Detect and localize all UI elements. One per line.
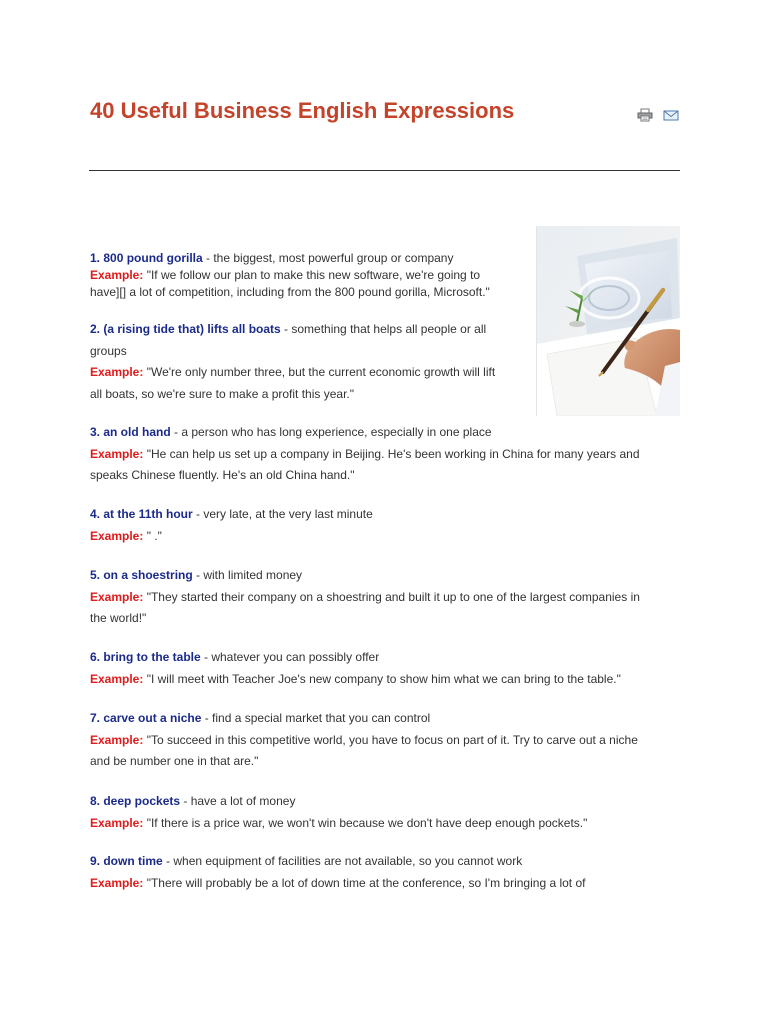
document-toolbar — [637, 108, 679, 122]
example-line — [90, 669, 621, 691]
expression-definition-continued: groups — [90, 343, 127, 358]
expression-term: 5. on a shoestring — [90, 568, 193, 582]
example-text: the world!" — [90, 611, 147, 625]
example-label: Example: — [90, 875, 144, 890]
example-text: "We're only number three, but the current economic growth will lift — [143, 365, 496, 379]
expression-term: 1. 800 pound gorilla — [90, 251, 203, 265]
expression-definition: - with limited money — [192, 568, 303, 582]
entry-heading — [90, 791, 587, 813]
expression-entry — [90, 504, 373, 547]
example-line — [90, 526, 373, 548]
expression-term: 9. down time — [90, 854, 163, 868]
expression-entry — [90, 422, 640, 487]
email-icon[interactable] — [663, 108, 679, 122]
expression-definition: - very late, at the very last minute — [192, 507, 373, 521]
expression-definition: - something that helps all people or all — [280, 322, 487, 336]
example-label: Example: — [90, 589, 144, 604]
entry-heading — [90, 647, 621, 669]
entry-heading — [90, 319, 495, 341]
entry-heading — [90, 708, 638, 730]
expression-definition: - a person who has long experience, especially in one place — [170, 425, 492, 439]
expression-entry — [90, 647, 621, 690]
expression-term: 3. an old hand — [90, 425, 171, 439]
expression-definition: - whatever you can possibly offer — [200, 650, 380, 664]
entry-heading — [90, 565, 640, 587]
title-divider — [89, 170, 680, 171]
expression-definition: - the biggest, most powerful group or company — [202, 251, 454, 265]
entry-heading — [90, 422, 640, 444]
expression-definition: - when equipment of facilities are not available, so you cannot work — [162, 854, 523, 868]
page-title: 40 Useful Business English Expressions — [90, 98, 515, 123]
entry-heading — [90, 851, 585, 873]
example-line — [90, 730, 638, 752]
entry-heading — [90, 504, 373, 526]
example-label: Example: — [90, 268, 144, 282]
example-text: speaks Chinese fluently. He's an old China hand." — [90, 468, 355, 482]
example-text: and be number one in that are." — [90, 754, 259, 768]
example-line — [90, 444, 640, 466]
business-writing-photo — [536, 226, 680, 416]
example-line — [90, 813, 587, 835]
expression-entry — [90, 565, 640, 630]
printer-icon[interactable] — [637, 108, 653, 122]
example-label: Example: — [90, 365, 144, 379]
example-text: "To succeed in this competitive world, you have to focus on part of it. Try to carve out a niche — [143, 732, 638, 747]
expression-term: 7. carve out a niche — [90, 711, 202, 725]
expression-entry — [90, 851, 585, 894]
example-line — [90, 873, 585, 895]
example-text: " ." — [143, 528, 162, 543]
expression-entry — [90, 791, 587, 834]
example-text: "He can help us set up a company in Beijing. He's been working in China for many years and — [143, 446, 640, 461]
example-line — [90, 587, 640, 609]
example-label: Example: — [90, 732, 144, 747]
expression-term: 2. (a rising tide that) lifts all boats — [90, 322, 281, 336]
example-label: Example: — [90, 446, 144, 461]
example-line — [90, 267, 490, 284]
example-label: Example: — [90, 671, 144, 686]
example-text: all boats, so we're sure to make a profit this year." — [90, 386, 355, 401]
expression-term: 6. bring to the table — [90, 650, 201, 664]
expression-definition: - find a special market that you can control — [201, 711, 431, 725]
example-text: "If there is a price war, we won't win because we don't have deep enough pockets." — [143, 815, 588, 830]
example-label: Example: — [90, 528, 144, 543]
expression-definition: - have a lot of money — [180, 794, 296, 808]
expression-entry — [90, 319, 495, 405]
expression-entry — [90, 708, 638, 773]
example-text: have][] a lot of competition, including from the 800 pound gorilla, Microsoft." — [90, 285, 490, 299]
example-text: "They started their company on a shoestring and built it up to one of the largest companies in — [143, 589, 640, 604]
expression-entry — [90, 250, 490, 301]
example-line — [90, 362, 495, 384]
example-text: "There will probably be a lot of down time at the conference, so I'm bringing a lot of — [143, 875, 586, 890]
entry-heading — [90, 250, 490, 267]
example-label: Example: — [90, 815, 144, 830]
expression-term: 8. deep pockets — [90, 794, 181, 808]
example-text: "I will meet with Teacher Joe's new company to show him what we can bring to the table." — [143, 671, 621, 686]
expression-term: 4. at the 11th hour — [90, 507, 193, 521]
example-text: "If we follow our plan to make this new software, we're going to — [143, 268, 481, 282]
